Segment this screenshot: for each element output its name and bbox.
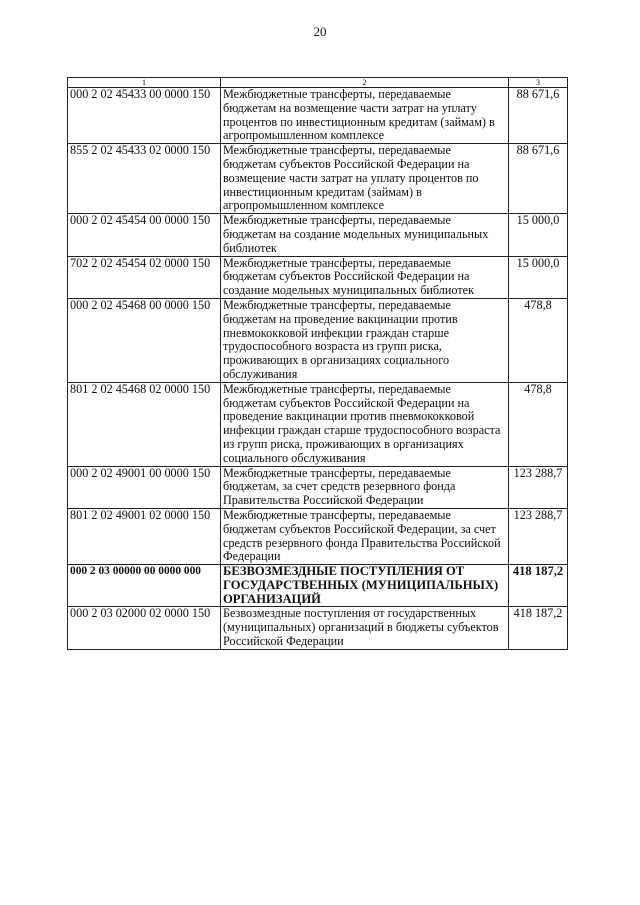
description-cell: Межбюджетные трансферты, передаваемые бюджетам, за счет средств резервного фонда Правительства Российской Федерации xyxy=(221,466,509,508)
amount-cell: 478,8 xyxy=(509,298,568,382)
table-row xyxy=(68,508,568,564)
table-row xyxy=(68,144,568,214)
description-cell: Безвозмездные поступления от государственных (муниципальных) организаций в бюджеты субъектов Российской Федерации xyxy=(221,607,509,649)
budget-code-cell: 000 2 02 45468 00 0000 150 xyxy=(68,298,221,382)
column-header-code: 1 xyxy=(68,78,221,88)
budget-code-cell: 000 2 02 45433 00 0000 150 xyxy=(68,88,221,144)
budget-code-cell: 000 2 02 45454 00 0000 150 xyxy=(68,214,221,256)
table-row xyxy=(68,88,568,144)
description-cell: Межбюджетные трансферты, передаваемые бюджетам на проведение вакцинации против пневмококковой инфекции граждан старше трудоспособного возраста из групп риска, проживающих в организациях социального обслуживания xyxy=(221,298,509,382)
table-row xyxy=(68,256,568,298)
budget-code-cell: 801 2 02 49001 02 0000 150 xyxy=(68,508,221,564)
description-cell: Межбюджетные трансферты, передаваемые бюджетам субъектов Российской Федерации на создание модельных муниципальных библиотек xyxy=(221,256,509,298)
amount-cell: 123 288,7 xyxy=(509,508,568,564)
amount-cell: 478,8 xyxy=(509,382,568,466)
column-header-amount: 3 xyxy=(509,78,568,88)
budget-code-cell: 000 2 03 00000 00 0000 000 xyxy=(68,565,221,607)
amount-cell: 15 000,0 xyxy=(509,256,568,298)
amount-cell: 123 288,7 xyxy=(509,466,568,508)
revenue-table xyxy=(67,77,568,650)
table-row xyxy=(68,466,568,508)
budget-code-cell: 702 2 02 45454 02 0000 150 xyxy=(68,256,221,298)
budget-code-cell: 801 2 02 45468 02 0000 150 xyxy=(68,382,221,466)
description-cell: Межбюджетные трансферты, передаваемые бюджетам на создание модельных муниципальных библиотек xyxy=(221,214,509,256)
table-row-section-total xyxy=(68,565,568,607)
table-row xyxy=(68,298,568,382)
table-row xyxy=(68,382,568,466)
table-row xyxy=(68,214,568,256)
amount-cell: 88 671,6 xyxy=(509,144,568,214)
budget-code-cell: 855 2 02 45433 02 0000 150 xyxy=(68,144,221,214)
description-cell: БЕЗВОЗМЕЗДНЫЕ ПОСТУПЛЕНИЯ ОТ ГОСУДАРСТВЕННЫХ (МУНИЦИПАЛЬНЫХ) ОРГАНИЗАЦИЙ xyxy=(221,565,509,607)
budget-code-cell: 000 2 03 02000 02 0000 150 xyxy=(68,607,221,649)
table-row xyxy=(68,607,568,649)
amount-cell: 418 187,2 xyxy=(509,565,568,607)
amount-cell: 15 000,0 xyxy=(509,214,568,256)
amount-cell: 418 187,2 xyxy=(509,607,568,649)
table-header-row xyxy=(68,78,568,88)
description-cell: Межбюджетные трансферты, передаваемые бюджетам на возмещение части затрат на уплату процентов по инвестиционным кредитам (займам) в агропромышленном комплексе xyxy=(221,88,509,144)
amount-cell: 88 671,6 xyxy=(509,88,568,144)
description-cell: Межбюджетные трансферты, передаваемые бюджетам субъектов Российской Федерации на возмещение части затрат на уплату процентов по инвестиционным кредитам (займам) в агропромышленном комплексе xyxy=(221,144,509,214)
page-number: 20 xyxy=(313,24,327,39)
budget-code-cell: 000 2 02 49001 00 0000 150 xyxy=(68,466,221,508)
description-cell: Межбюджетные трансферты, передаваемые бюджетам субъектов Российской Федерации, за счет средств резервного фонда Правительства Российской Федерации xyxy=(221,508,509,564)
description-cell: Межбюджетные трансферты, передаваемые бюджетам субъектов Российской Федерации на проведение вакцинации против пневмококковой инфекции граждан старше трудоспособного возраста из групп риска, проживающих в организациях социального обслуживания xyxy=(221,382,509,466)
column-header-description: 2 xyxy=(221,78,509,88)
